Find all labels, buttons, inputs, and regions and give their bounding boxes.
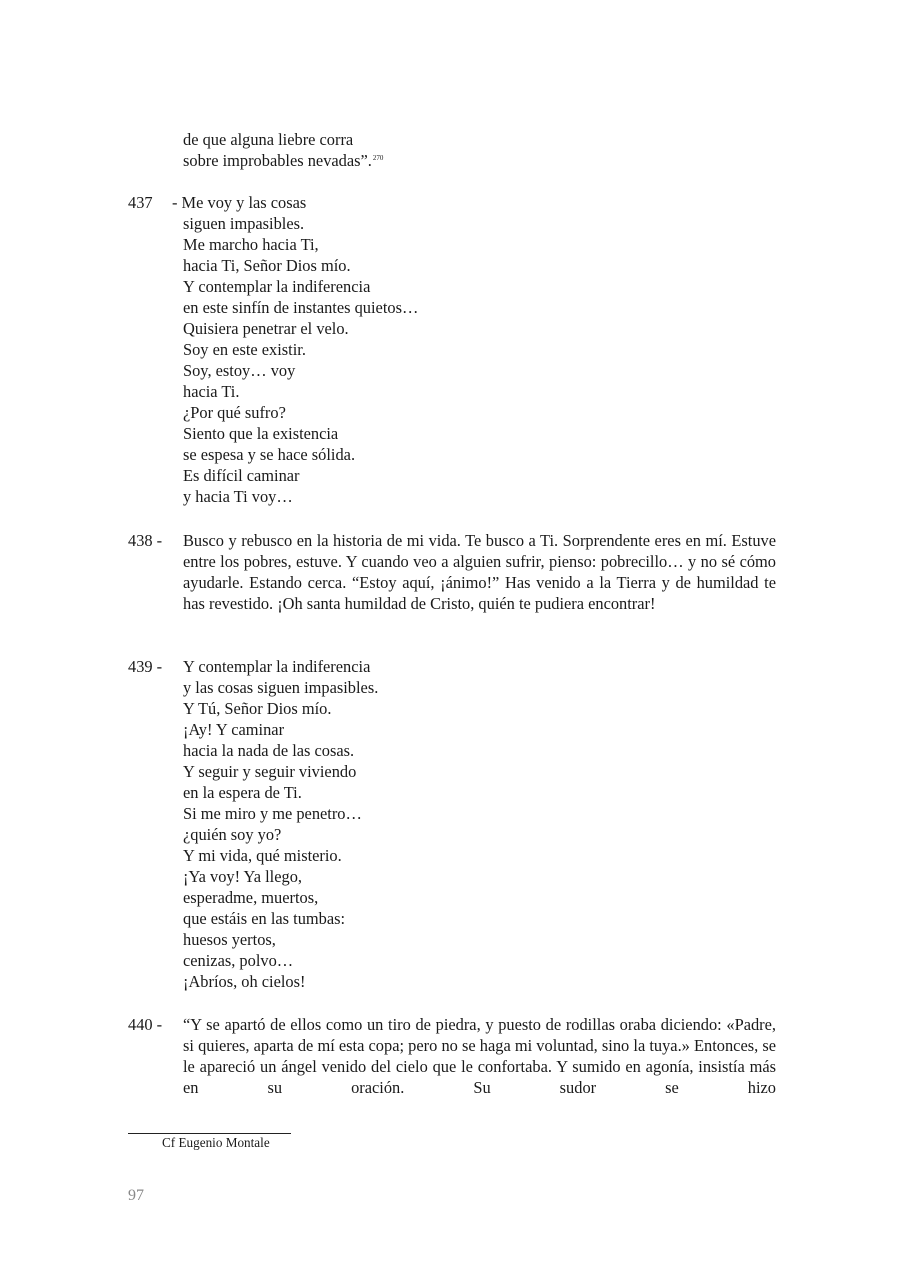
verse-line: - Me voy y las cosas <box>172 193 307 212</box>
verse-line: ¿quién soy yo? <box>183 825 282 844</box>
verse-line: Y seguir y seguir viviendo <box>183 762 357 781</box>
continuation-block <box>128 129 776 171</box>
verse-line: Es difícil caminar <box>183 466 300 485</box>
verse-line: ¿Por qué sufro? <box>183 403 286 422</box>
verse-line: ¡Ay! Y caminar <box>183 720 285 739</box>
verse-line: de que alguna liebre corra <box>183 130 354 149</box>
footnote-text: Cf Eugenio Montale <box>162 1135 270 1150</box>
verse-line: huesos yertos, <box>183 930 276 949</box>
verse-line: en este sinfín de instantes quietos… <box>183 298 419 317</box>
entry-paragraph: “Y se apartó de ellos como un tiro de piedra, y puesto de rodillas oraba diciendo: «Padre, si quieres, aparta de mí esta copa; pero no se haga mi voluntad, sino la tuya.» Entonces, se le apareció un ángel venido del cielo que le confortaba. Y sumido en agonía, insistía más en su oración. Su sudor se hizo <box>183 1015 776 1097</box>
entry-440 <box>128 1014 776 1098</box>
verse-line: Soy en este existir. <box>183 340 306 359</box>
verse-line: y las cosas siguen impasibles. <box>183 678 379 697</box>
verse-line: Quisiera penetrar el velo. <box>183 319 349 338</box>
footnote-reference[interactable]: 270 <box>372 154 384 162</box>
entry-number: 440 - <box>128 1015 163 1034</box>
verse-line: esperadme, muertos, <box>183 888 319 907</box>
verse-line: hacia Ti, Señor Dios mío. <box>183 256 351 275</box>
continuation-lines <box>183 129 776 171</box>
entry-437 <box>128 192 776 507</box>
verse-line: hacia la nada de las cosas. <box>183 741 355 760</box>
footnote-rule <box>128 1133 291 1134</box>
verse-line: Y mi vida, qué misterio. <box>183 846 342 865</box>
verse-line <box>183 150 776 171</box>
verse-line: Soy, estoy… voy <box>183 361 296 380</box>
entry-439 <box>128 656 776 992</box>
entry-number: 437 <box>128 193 153 212</box>
verse-line: Y contemplar la indiferencia <box>183 657 371 676</box>
verse-line: Y Tú, Señor Dios mío. <box>183 699 332 718</box>
verse-line-text: sobre improbables nevadas”. <box>183 151 372 170</box>
verse-line: que estáis en las tumbas: <box>183 909 346 928</box>
entry-438 <box>128 530 776 614</box>
page-number: 97 <box>128 1187 144 1204</box>
verse-line: siguen impasibles. <box>183 214 305 233</box>
verse-line: Siento que la existencia <box>183 424 339 443</box>
entry-verse <box>172 192 776 507</box>
entry-paragraph: Busco y rebusco en la historia de mi vida. Te busco a Ti. Sorprendente eres en mí. Estuve entre los pobres, estuve. Y cuando veo a alguien sufrir, pienso: pobrecillo… y no sé cómo ayudarle. Estando cerca. “Estoy aquí, ¡ánimo!” Has venido a la Tierra y de humildad te has revestido. ¡Oh santa humildad de Cristo, quién te pudiera encontrar! <box>183 531 776 613</box>
verse-line: hacia Ti. <box>183 382 240 401</box>
entry-verse <box>183 656 776 992</box>
entry-number: 438 - <box>128 531 163 550</box>
verse-line: cenizas, polvo… <box>183 951 294 970</box>
verse-line: Me marcho hacia Ti, <box>183 235 319 254</box>
verse-line: se espesa y se hace sólida. <box>183 445 356 464</box>
verse-line: Si me miro y me penetro… <box>183 804 362 823</box>
verse-line: en la espera de Ti. <box>183 783 302 802</box>
entry-number: 439 - <box>128 657 163 676</box>
verse-line: ¡Abríos, oh cielos! <box>183 972 306 991</box>
verse-line: y hacia Ti voy… <box>183 487 293 506</box>
verse-line: Y contemplar la indiferencia <box>183 277 371 296</box>
verse-line: ¡Ya voy! Ya llego, <box>183 867 302 886</box>
